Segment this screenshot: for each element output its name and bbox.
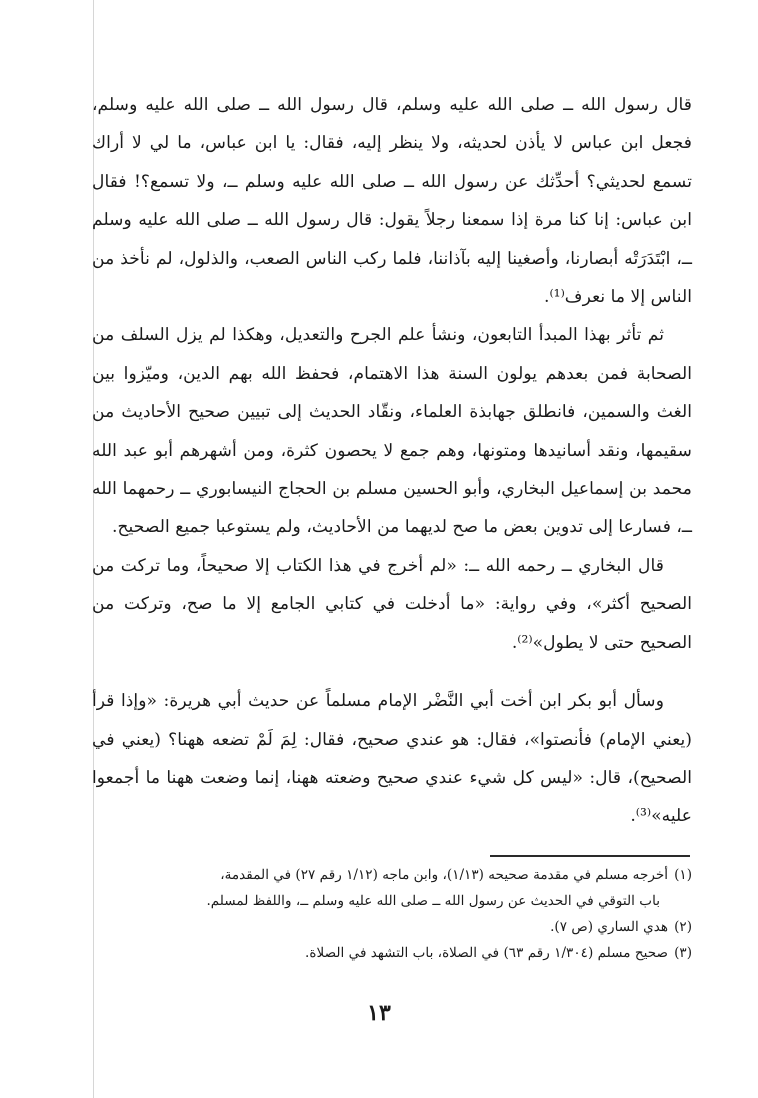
main-text (92, 86, 692, 836)
footnote-text: صحيح مسلم (١/٣٠٤ رقم ٦٣) في الصلاة، باب التشهد في الصلاة. (305, 945, 669, 961)
footnote-separator (490, 855, 690, 857)
footnote-text: هدي الساري (ص ٧). (550, 919, 669, 935)
paragraph-3: قال البخاري ــ رحمه الله ــ: «لم أخرج في هذا الكتاب إلا صحيحاً، وما تركت من الصحيح أكثر»، وفي رواية: «ما أدخلت في كتابي الجامع إلا ما صح، وتركت من الصحيح حتى لا يطول»⁽²⁾. (92, 555, 692, 653)
paragraph-4: وسأل أبو بكر ابن أخت أبي النَّضْر الإمام مسلماً عن حديث أبي هريرة: «وإذا قرأ (يعني الإمام) فأنصتوا»، فقال: هو عندي صحيح، فقال: لِمَ لَمْ تضعه ههنا؟ (يعني في الصحيح)، قال: «ليس كل شيء عندي صحيح وضعته ههنا، إنما وضعت ههنا ما أجمعوا عليه»⁽³⁾. (92, 691, 692, 827)
footnotes (92, 862, 692, 966)
footnote-text: أخرجه مسلم في مقدمة صحيحه (١/١٣)، وابن ماجه (١/١٢ رقم ٢٧) في المقدمة، (220, 867, 669, 883)
page-number: ١٣ (367, 1000, 391, 1026)
paragraph-1: قال رسول الله ــ صلى الله عليه وسلم، قال رسول الله ــ صلى الله عليه وسلم، فجعل ابن عباس لا يأذن لحديثه، ولا ينظر إليه، فقال: يا ابن عباس، ما لي لا أراك تسمع لحديثي؟ أحدِّثك عن رسول الله ــ صلى الله عليه وسلم ــ، ولا تسمع؟! فقال ابن عباس: إنا كنا مرة إذا سمعنا رجلاً يقول: قال رسول الله ــ صلى الله عليه وسلم ــ، ابْتَدَرَتْه أبصارنا، وأصغينا إليه بآذاننا، فلما ركب الناس الصعب، والذلول، لم نأخذ من الناس إلا ما نعرف⁽¹⁾. (92, 95, 692, 308)
footnote-2 (92, 914, 692, 940)
paragraph-gap (92, 662, 692, 682)
footnote-3 (92, 940, 692, 966)
footnote-number: (١) (674, 867, 692, 883)
paragraph-2: ثم تأثر بهذا المبدأ التابعون، ونشأ علم الجرح والتعديل، وهكذا لم يزل السلف من الصحابة فمن بعدهم يولون السنة هذا الاهتمام، فحفظ الله بهم الدين، وميّزوا بين الغث والسمين، فانطلق جهابذة العلماء، ونقّاد الحديث إلى تبيين صحيح الأحاديث من سقيمها، ونقد أسانيدها ومتونها، وهم جمع لا يحصون كثرة، ومن أشهرهم أبو عبد الله محمد بن إسماعيل البخاري، وأبو الحسين مسلم بن الحجاج النيسابوري ــ رحمهما الله ــ، فسارعا إلى تدوين بعض ما صح لديهما من الأحاديث، ولم يستوعبا جميع الصحيح. (92, 325, 692, 538)
footnote-number: (٣) (674, 945, 692, 961)
footnote-1 (92, 862, 692, 888)
footnote-number: (٢) (674, 919, 692, 935)
footnote-1-continuation: باب التوقي في الحديث عن رسول الله ــ صلى الله عليه وسلم ــ، واللفظ لمسلم. (206, 893, 660, 909)
